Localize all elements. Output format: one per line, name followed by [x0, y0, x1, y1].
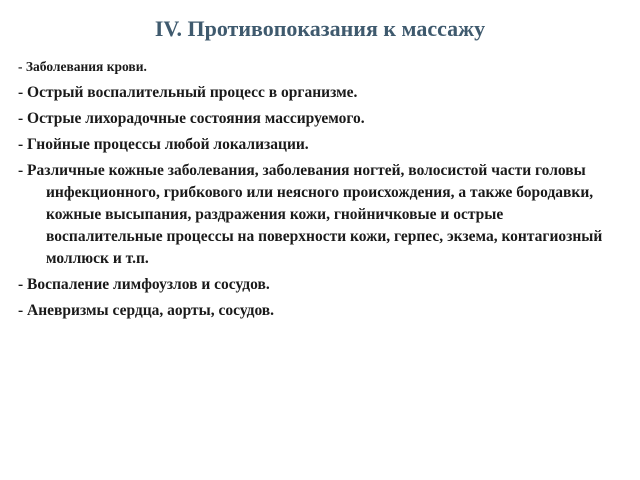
list-item: - Гнойные процессы любой локализации.: [18, 136, 309, 153]
slide-title: IV. Противопоказания к массажу: [154, 16, 486, 41]
list-item: - Заболевания крови.: [18, 59, 147, 74]
list-item: - Аневризмы сердца, аорты, сосудов.: [18, 302, 275, 319]
list-item: - Воспаление лимфоузлов и сосудов.: [18, 276, 270, 293]
list-item: - Различные кожные заболевания, заболевания ногтей, волосистой части головы инфекционного, грибкового или неясного происхождения, а также бородавки, кожные высыпания, раздражения кожи, гнойничковые и острые воспалительные процессы на поверхности кожи, герпес, экзема, контагиозный моллюск и т.п.: [18, 162, 603, 267]
list-item: - Острый воспалительный процесс в организме.: [18, 84, 358, 101]
contraindications-list: [18, 56, 618, 326]
list-item: - Острые лихорадочные состояния массируемого.: [18, 110, 365, 127]
